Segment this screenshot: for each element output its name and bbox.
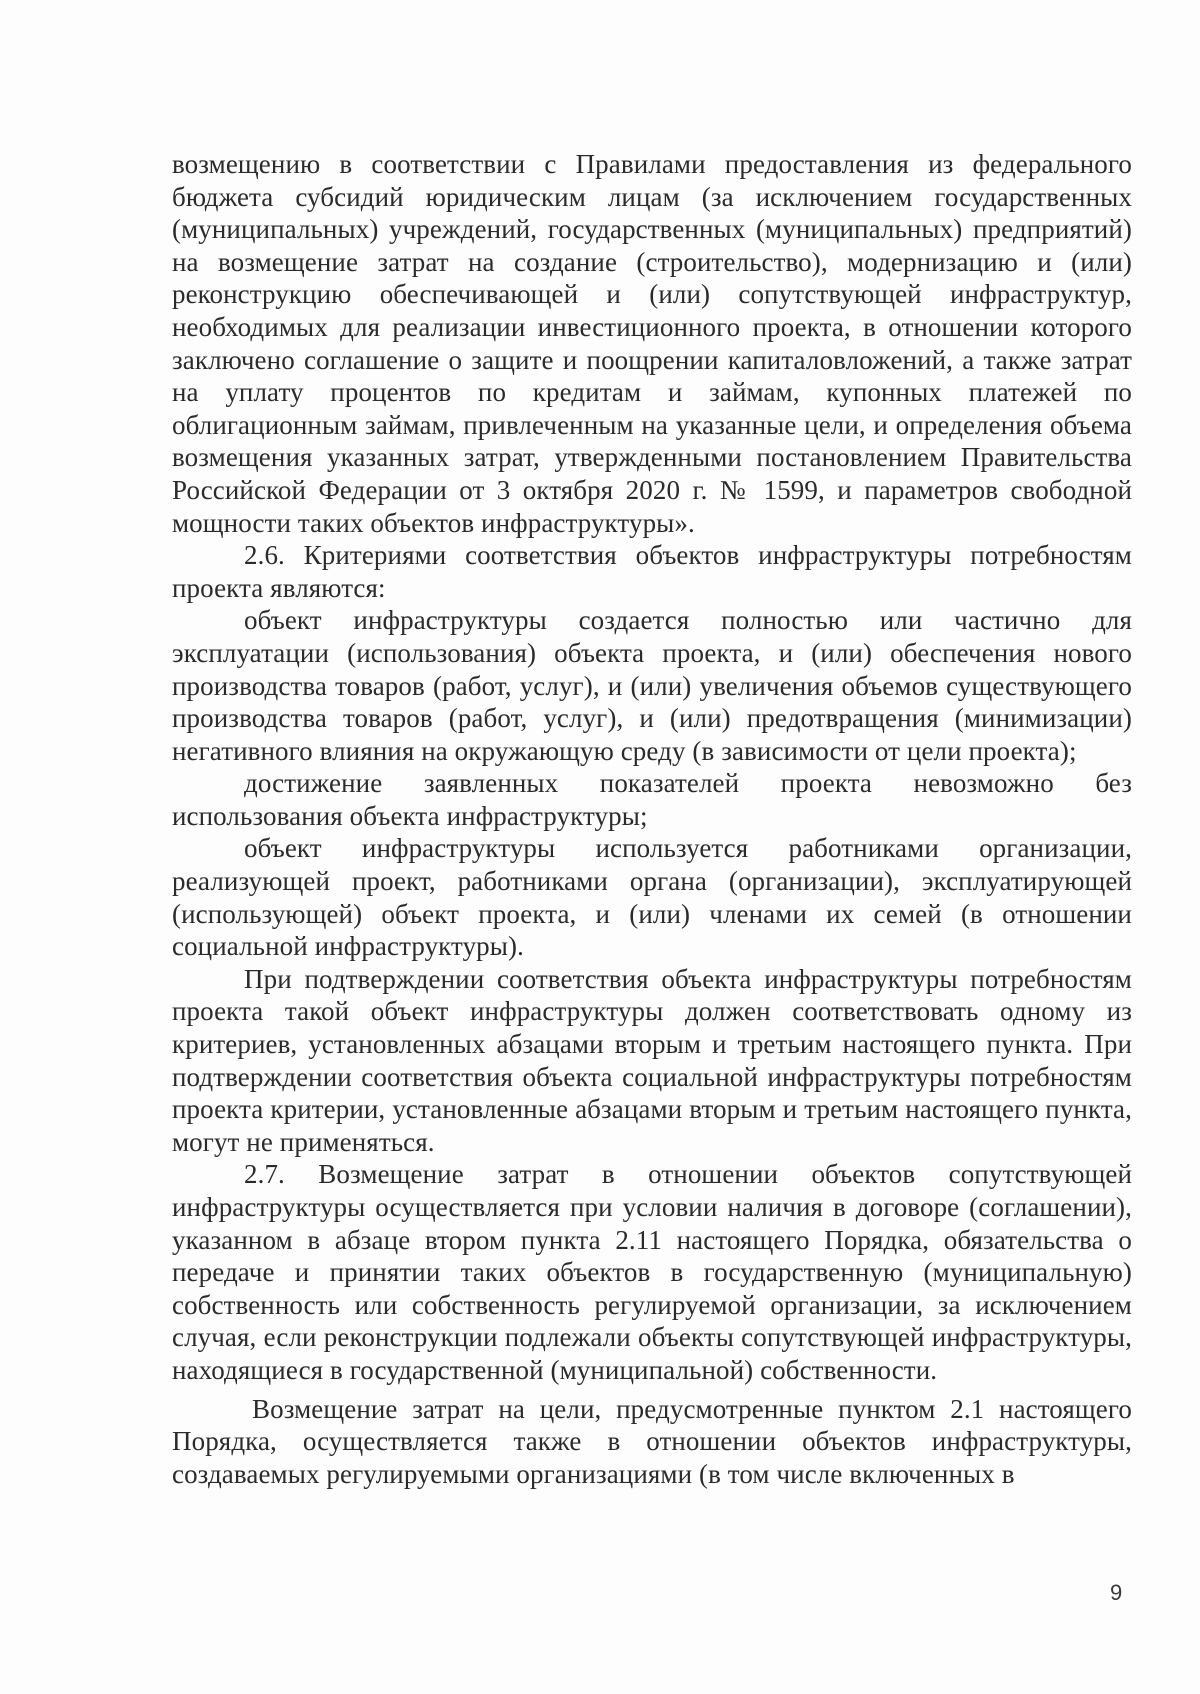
- page-number: 9: [1110, 1580, 1123, 1605]
- paragraph-criterion-2: достижение заявленных показателей проекта невозможно без использования объекта инфраструктуры;: [172, 768, 1132, 831]
- paragraph-2-7: 2.7. Возмещение затрат в отношении объектов сопутствующей инфраструктуры осуществляется при условии наличия в договоре (соглашении), указанном в абзаце втором пункта 2.11 настоящего Порядка, обязательства о передаче и принятии таких объектов в государственную (муниципальную) собственность или собственность регулируемой организации, за исключением случая, если реконструкции подлежали объекты сопутствующей инфраструктуры, находящиеся в государственной (муниципальной) собственности.: [172, 1159, 1132, 1385]
- paragraph-reimbursement: Возмещение затрат на цели, предусмотренные пунктом 2.1 настоящего Порядка, осуществляется также в отношении объектов инфраструктуры, создаваемых регулируемыми организациями (в том числе включенных в: [172, 1393, 1132, 1489]
- paragraph-confirmation: При подтверждении соответствия объекта инфраструктуры потребностям проекта такой объект инфраструктуры должен соответствовать одному из критериев, установленных абзацами вторым и третьим настоящего пункта. При подтверждении соответствия объекта социальной инфраструктуры потребностям проекта критерии, установленные абзацами вторым и третьим настоящего пункта, могут не применяться.: [172, 963, 1132, 1157]
- paragraph-continuation: возмещению в соответствии с Правилами предоставления из федерального бюджета субсидий юридическим лицам (за исключением государственных (муниципальных) учреждений, государственных (муниципальных) предприятий) на возмещение затрат на создание (строительство), модернизацию и (или) реконструкцию обеспечивающей и (или) сопутствующей инфраструктур, необходимых для реализации инвестиционного проекта, в отношении которого заключено соглашение о защите и поощрении капиталовложений, а также затрат на уплату процентов по кредитам и займам, купонных платежей по облигационным займам, привлеченным на указанные цели, и определения объема возмещения указанных затрат, утвержденными постановлением Правительства Российской Федерации от 3 октября 2020 г. № 1599, и параметров свободной мощности таких объектов инфраструктуры».: [172, 149, 1132, 538]
- document-body: [172, 148, 1132, 1490]
- paragraph-criterion-3: объект инфраструктуры используется работниками организации, реализующей проект, работниками органа (организации), эксплуатирующей (использующей) объект проекта, и (или) членами их семей (в отношении социальной инфраструктуры).: [172, 833, 1132, 962]
- paragraph-2-6-heading: 2.6. Критериями соответствия объектов инфраструктуры потребностям проекта являются:: [172, 540, 1132, 603]
- paragraph-criterion-1: объект инфраструктуры создается полностью или частично для эксплуатации (использования) объекта проекта, и (или) обеспечения нового производства товаров (работ, услуг), и (или) увеличения объемов существующего производства товаров (работ, услуг), и (или) предотвращения (минимизации) негативного влияния на окружающую среду (в зависимости от цели проекта);: [172, 605, 1132, 766]
